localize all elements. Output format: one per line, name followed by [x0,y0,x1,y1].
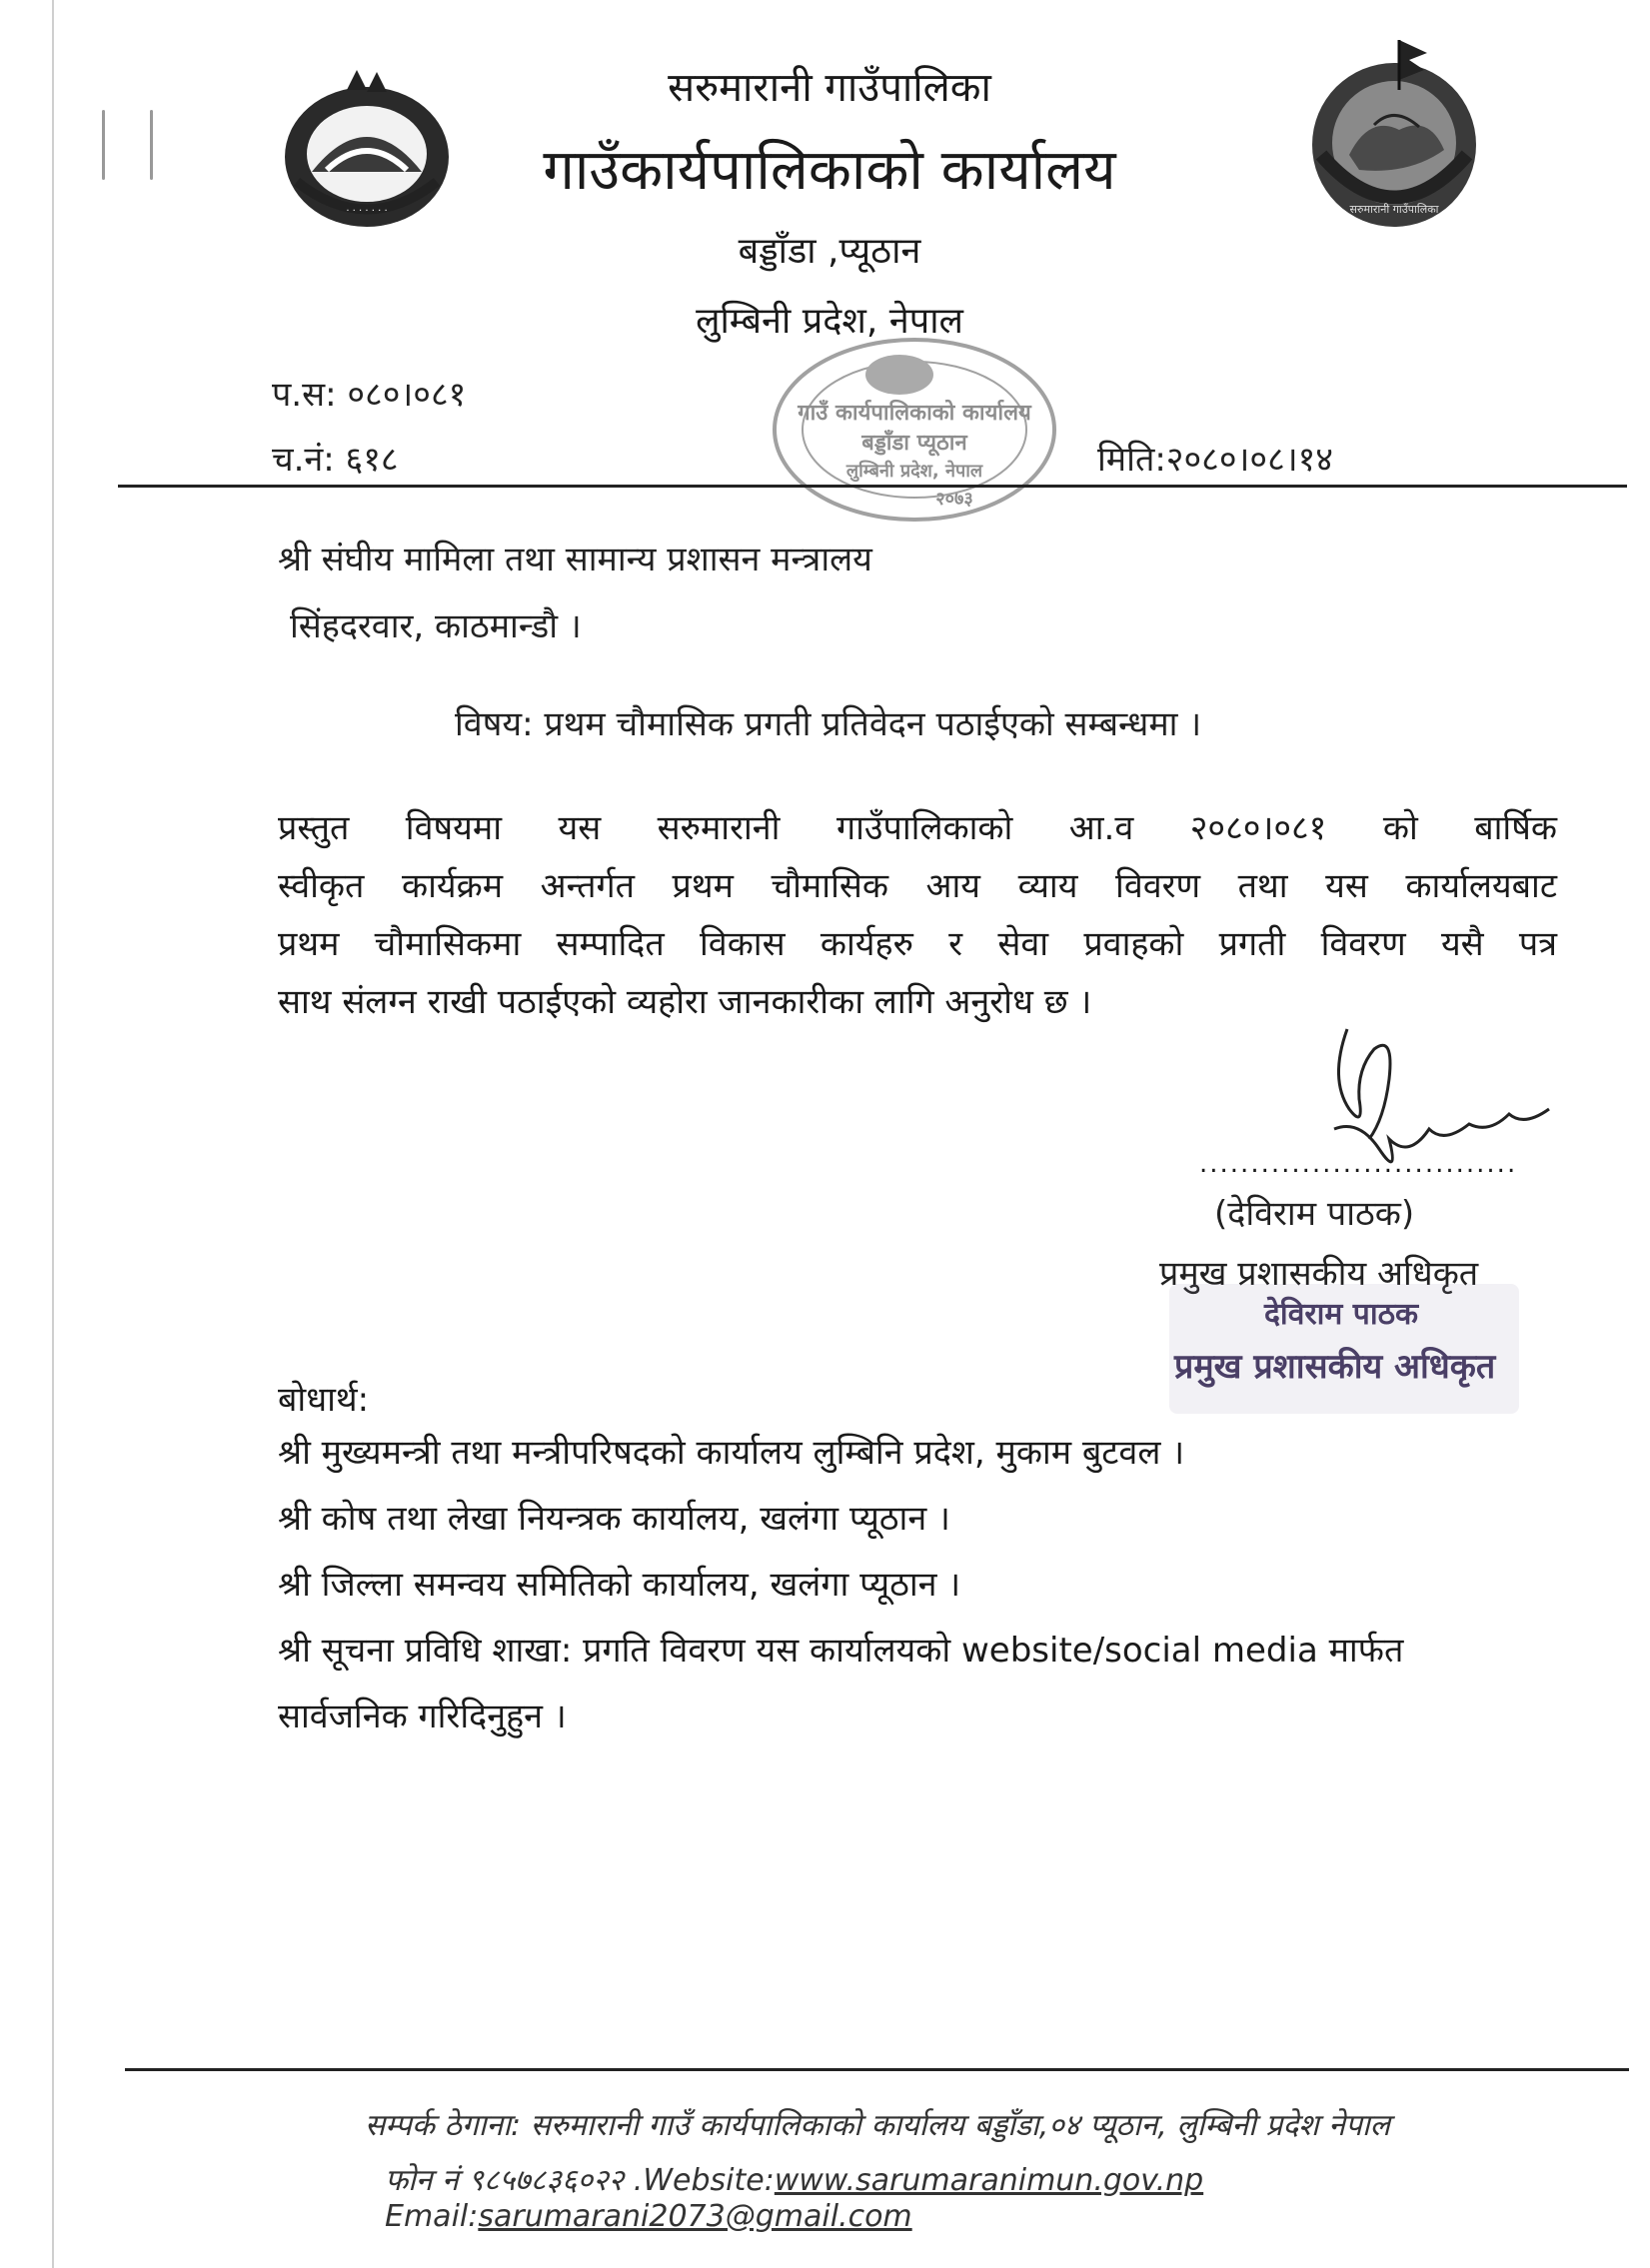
svg-text:२०७३: २०७३ [935,489,973,510]
staple-mark [150,110,153,180]
cc-list [278,1424,1597,1753]
subject-line: विषय: प्रथम चौमासिक प्रगती प्रतिवेदन पठाईएको सम्बन्धमा । [455,704,1202,744]
recipient-line-1: श्री संघीय मामिला तथा सामान्य प्रशासन मन्त्रालय [278,540,872,579]
cc-item: श्री कोष तथा लेखा नियन्त्रक कार्यालय, खलंगा प्यूठान । [278,1499,950,1539]
signatory-name: (देविराम पाठक) [1214,1194,1415,1234]
body-line: स्वीकृत कार्यक्रम अन्तर्गत प्रथम चौमासिक आय व्याय विवरण तथा यस कार्यालयबाट [278,866,1557,906]
office-stamp-icon [770,335,1059,525]
header-rule [118,485,1627,488]
cc-item: सार्वजनिक गरिदिनुहुन । [278,1697,567,1736]
stamp-officer-title: प्रमुख प्रशासकीय अधिकृत [1174,1347,1496,1387]
body-line: प्रथम चौमासिकमा सम्पादित विकास कार्यहरु र सेवा प्रवाहको प्रगती विवरण यसै पत्र [278,924,1557,964]
footer-contact [385,2158,1650,2234]
signature-dots: ............................... [1199,1149,1518,1179]
office-name: गाउँकार्यपालिकाको कार्यालय [543,138,1116,203]
stamp-officer-name: देविराम पाठक [1264,1297,1419,1332]
nepal-emblem-icon [272,62,462,232]
svg-text:बड्डाँडा प्यूठान: बड्डाँडा प्यूठान [861,431,967,456]
svg-text:लुम्बिनी प्रदेश, नेपाल: लुम्बिनी प्रदेश, नेपाल [845,461,983,482]
footer-address: सम्पर्क ठेगाना: सरुमारानी गाउँ कार्यपालिकाको कार्यालय बड्डाँडा,०४ प्यूठान, लुम्बिनी प्रदेश नेपाल [365,2108,1391,2143]
municipality-name: सरुमारानी गाउँपालिका [668,65,991,111]
body-paragraph [278,799,1557,1031]
patra-sankhya: प.स: ०८०।०८१ [272,375,467,415]
chalani-number: च.नं: ६१८ [272,440,399,480]
cc-item: श्री मुख्यमन्त्री तथा मन्त्रीपरिषदको कार्यालय लुम्बिनि प्रदेश, मुकाम बुटवल । [278,1433,1185,1473]
signatory-title: प्रमुख प्रशासकीय अधिकृत [1159,1254,1479,1294]
svg-text:· · · · · · ·: · · · · · · · [346,206,388,217]
svg-text:सरुमारानी गाउँपालिका: सरुमारानी गाउँपालिका [1349,203,1439,216]
footer-phone: फोन नं ९८५७८३६०२२ .Website: [385,2163,775,2198]
staple-mark [102,110,105,180]
svg-text:गाउँ कार्यपालिकाको कार्यालय: गाउँ कार्यपालिकाको कार्यालय [798,401,1031,426]
body-line: प्रस्तुत विषयमा यस सरुमारानी गाउँपालिकाको आ.व २०८०।०८१ को बार्षिक [278,808,1557,848]
municipality-logo-icon [1299,35,1489,235]
cc-item: श्री जिल्ला समन्वय समितिको कार्यालय, खलंगा प्यूठान । [278,1565,961,1605]
office-location: बड्डाँडा ,प्यूठान [738,231,921,272]
cc-heading: बोधार्थ: [278,1380,370,1420]
letter-date: मिति:२०८०।०८।१४ [1097,440,1333,480]
footer-email-label: Email: [385,2199,479,2234]
recipient-line-2: सिंहदरवार, काठमान्डौ । [290,606,582,646]
email-link[interactable]: sarumarani2073@gmail.com [478,2199,912,2234]
body-line: साथ संलग्न राखी पठाईएको व्यहोरा जानकारीका लागि अनुरोध छ । [278,982,1092,1022]
officer-stamp [1169,1284,1519,1414]
website-link[interactable]: www.sarumaranimun.gov.np [774,2163,1204,2198]
cc-item: श्री सूचना प्रविधि शाखा: प्रगति विवरण यस कार्यालयको website/social media मार्फत [278,1631,1404,1671]
page-edge-shadow [52,0,54,2268]
office-province: लुम्बिनी प्रदेश, नेपाल [696,301,963,342]
footer-rule [125,2068,1629,2071]
